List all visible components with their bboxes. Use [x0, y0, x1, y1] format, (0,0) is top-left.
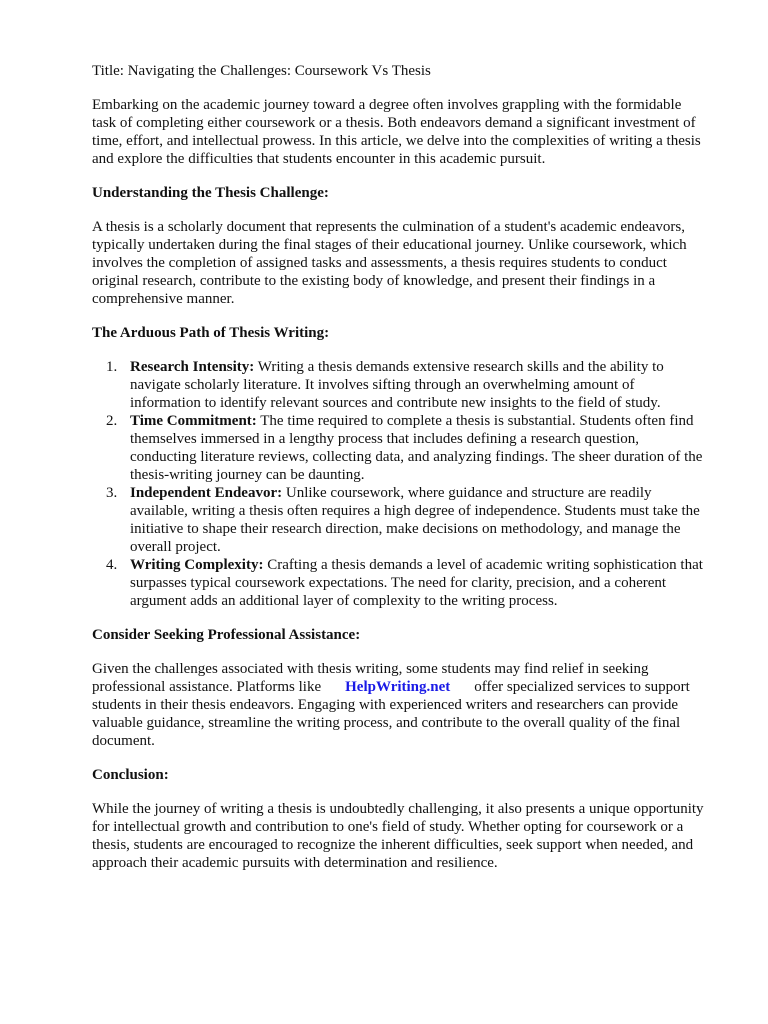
assistance-text-before: Given the challenges associated with thesis writing, some students may find relief in seeking professional assistance. Platforms like — [92, 661, 649, 695]
list-item — [106, 358, 706, 412]
list-item-text: Unlike coursework, where guidance and structure are readily available, writing a thesis often requires a high degree of independence. Students must take the initiative to shape their research direction, make decisions on methodology, and manage the overall project. — [130, 485, 700, 555]
list-item-text: The time required to complete a thesis is substantial. Students often find themselves immersed in a lengthy process that includes defining a research question, conducting literature reviews, collecting data, and analyzing findings. The sheer duration of the thesis-writing journey can be daunting. — [130, 413, 703, 483]
intro-paragraph: Embarking on the academic journey toward a degree often involves grappling with the formidable task of completing either coursework or a thesis. Both endeavors demand a significant investment of time, effort, and intellectual prowess. In this article, we delve into the complexities of writing a thesis and explore the difficulties that students encounter in this academic pursuit. — [92, 97, 701, 167]
list-item-text: Writing a thesis demands extensive research skills and the ability to navigate scholarly literature. It involves sifting through an overwhelming amount of information to identify relevant sources and contribute new insights to the field of study. — [130, 359, 664, 411]
list-item-text: Crafting a thesis demands a level of academic writing sophistication that surpasses typical coursework expectations. The need for clarity, precision, and a coherent argument adds an additional layer of complexity to the writing process. — [130, 557, 703, 609]
list-item-title: Time Commitment: — [130, 413, 257, 429]
conclusion-heading: Conclusion: — [92, 767, 169, 783]
list-item-number: 4. — [106, 557, 118, 573]
conclusion-paragraph: While the journey of writing a thesis is undoubtedly challenging, it also presents a unique opportunity for intellectual growth and contribution to one's field of study. Whether opting for coursework or a thesis, students are encouraged to recognize the inherent difficulties, seek support when needed, and approach their academic pursuits with determination and resilience. — [92, 801, 704, 871]
list-item-title: Writing Complexity: — [130, 557, 264, 573]
list-item-title: Independent Endeavor: — [130, 485, 283, 501]
list-item — [106, 556, 706, 610]
helpwriting-link[interactable]: HelpWriting.net — [345, 679, 451, 695]
list-item-number: 1. — [106, 359, 118, 375]
assistance-heading: Consider Seeking Professional Assistance: — [92, 627, 361, 643]
list-item-number: 2. — [106, 413, 118, 429]
list-item — [106, 412, 706, 484]
challenges-list — [92, 358, 706, 610]
arduous-path-heading: The Arduous Path of Thesis Writing: — [92, 325, 330, 341]
understanding-heading: Understanding the Thesis Challenge: — [92, 185, 329, 201]
assistance-paragraph — [92, 660, 706, 750]
assistance-text-after: offer specialized services to support students in their thesis endeavors. Engaging with experienced writers and researchers can provide valuable guidance, streamline the writing process, and contribute to the overall quality of the final document. — [92, 679, 690, 749]
list-item — [106, 484, 706, 556]
list-item-number: 3. — [106, 485, 118, 501]
understanding-paragraph: A thesis is a scholarly document that represents the culmination of a student's academic endeavors, typically undertaken during the final stages of their educational journey. Unlike coursework, which involves the completion of assigned tasks and assessments, a thesis requires students to conduct original research, contribute to the existing body of knowledge, and present their findings in a comprehensive manner. — [92, 219, 687, 307]
document-title: Title: Navigating the Challenges: Coursework Vs Thesis — [92, 63, 431, 79]
list-item-title: Research Intensity: — [130, 359, 255, 375]
